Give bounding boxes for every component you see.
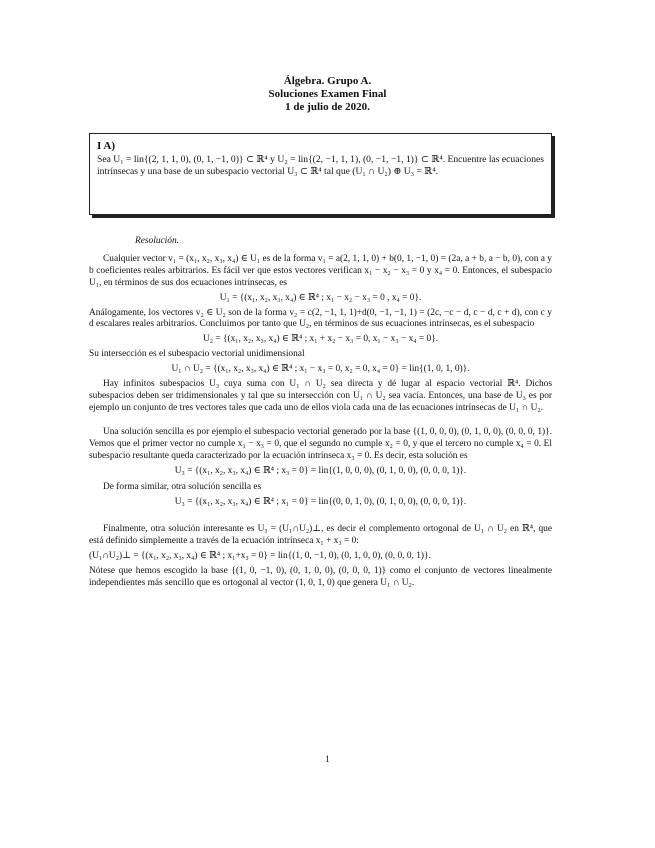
page-number: 1 bbox=[325, 754, 330, 764]
equation-orthogonal-complement: (U₁∩U₂)⊥ = {(x₁, x₂, x₃, x₄) ∈ ℝ⁴ ; x₁+x₃ = 0} = lin{(1, 0, −1, 0), (0, 1, 0, 0), (0, 0, 0, 1)}. bbox=[89, 551, 431, 562]
paragraph-intersection: Su intersección es el subespacio vectorial unidimensional bbox=[89, 349, 305, 360]
document-header bbox=[0, 75, 655, 114]
equation-u1: U₁ = {(x₁, x₂, x₃, x₄) ∈ ℝ⁴ ; x₁ − x₂ − x₃ = 0 , x₄ = 0}. bbox=[219, 292, 422, 303]
equation-intersection: U₁ ∩ U₂ = {(x₁, x₂, x₃, x₄) ∈ ℝ⁴ ; x₁ − x₃ = 0, x₂ = 0, x₄ = 0} = lin{(1, 0, 1, 0)}. bbox=[171, 364, 470, 375]
course-title: Álgebra. Grupo A. bbox=[283, 75, 372, 87]
paragraph-note: Nótese que hemos escogido la base {(1, 0, −1, 0), (0, 1, 0, 0), (0, 0, 0, 1)} como el conjunto de vectores linealmente independientes más sencillo que es ortogonal al vector (1, 0, 1, 0) que genera U₁ ∩ U₂. bbox=[89, 565, 552, 588]
paragraph-u2: Análogamente, los vectores v₂ ∈ U₂ son de la forma v₂ = c(2, −1, 1, 1)+d(0, −1, −1, 1) = (2c, −c − d, c − d, c + d), con c y d escalares reales arbitrarios. Concluimos por tanto que U₂, en términos de sus ecuaciones intrínsecas, es el subespacio bbox=[89, 307, 552, 330]
paragraph-u1: Cualquier vector v₁ = (x₁, x₂, x₃, x₄) ∈ U₁ es de la forma v₁ = a(2, 1, 1, 0) + b(0, 1, −1, 0) = (2a, a + b, a − b, 0), con a y b coeficientes reales arbitrarios. Es fácil ver que estos vectores verifican x₁ − x₂ − x₃ = 0 y x₄ = 0. Entonces, el subespacio U₁, en términos de sus dos ecuaciones intrínsecas, es bbox=[89, 253, 552, 288]
solution-heading: Resolución. bbox=[135, 236, 180, 246]
equation-u2: U₂ = {(x₁, x₂, x₃, x₄) ∈ ℝ⁴ ; x₁ + x₂ − x₃ = 0, x₁ − x₃ − x₄ = 0}. bbox=[202, 334, 439, 345]
problem-box bbox=[89, 133, 552, 215]
paragraph-infinite-subspaces: Hay infinitos subespacios U₃ cuya suma con U₁ ∩ U₂ sea directa y dé lugar al espacio vectorial ℝ⁴. Dichos subespacios deben ser tridimensionales y tal que su intersección con U₁ ∩ U₂ sea vacía. Entonces, una base de U₃ es por ejemplo un conjunto de tres vectores tales que cada uno de ellos viola cada una de las ecuaciones intrínsecas de U₁ ∩ U₂. bbox=[89, 379, 552, 413]
exam-title: Soluciones Examen Final bbox=[268, 88, 387, 100]
equation-u3-second: U₃ = {(x₁, x₂, x₃, x₄) ∈ ℝ⁴ ; x₁ = 0} = lin{(0, 0, 1, 0), (0, 1, 0, 0), (0, 0, 0, 1)}. bbox=[174, 497, 467, 508]
solution-body bbox=[89, 236, 552, 590]
paragraph-simple-solution: Una solución sencilla es por ejemplo el subespacio vectorial generado por la base {(1, 0, 0, 0), (0, 1, 0, 0), (0, 0, 0, 1)}. Vemos que el primer vector no cumple x₁ − x₃ = 0, que el segundo no cumple x₂ = 0, y que el tercero no cumple x₄ = 0. El subespacio resultante queda caracterizado por la ecuación intrínseca x₃ = 0. Es decir, esta solución es bbox=[89, 426, 552, 461]
paragraph-orthogonal-solution: Finalmente, otra solución interesante es U₃ = (U₁∩U₂)⊥, es decir el complemento ortogonal de U₁ ∩ U₂ en ℝ⁴, que está definido simplemente a través de la ecuación intrínseca x₁ + x₃ = 0: bbox=[89, 524, 552, 547]
equation-u3-first: U₃ = {(x₁, x₂, x₃, x₄) ∈ ℝ⁴ ; x₃ = 0} = lin{(1, 0, 0, 0), (0, 1, 0, 0), (0, 0, 0, 1)}. bbox=[174, 465, 467, 476]
exam-date: 1 de julio de 2020. bbox=[285, 101, 370, 113]
problem-title: I A) bbox=[97, 140, 116, 152]
paragraph-similar-solution: De forma similar, otra solución sencilla es bbox=[103, 482, 262, 493]
problem-statement: Sea U₁ = lin{(2, 1, 1, 0), (0, 1, −1, 0)} ⊂ ℝ⁴ y U₂ = lin{(2, −1, 1, 1), (0, −1, −1, 1)} ⊂ ℝ⁴. Encuentre las ecuaciones intrínsecas y una base de un subespacio vectorial U₃ ⊂ ℝ⁴ tal que (U₁ ∩ U₂) ⊕ U₃ = ℝ⁴. bbox=[97, 154, 544, 177]
